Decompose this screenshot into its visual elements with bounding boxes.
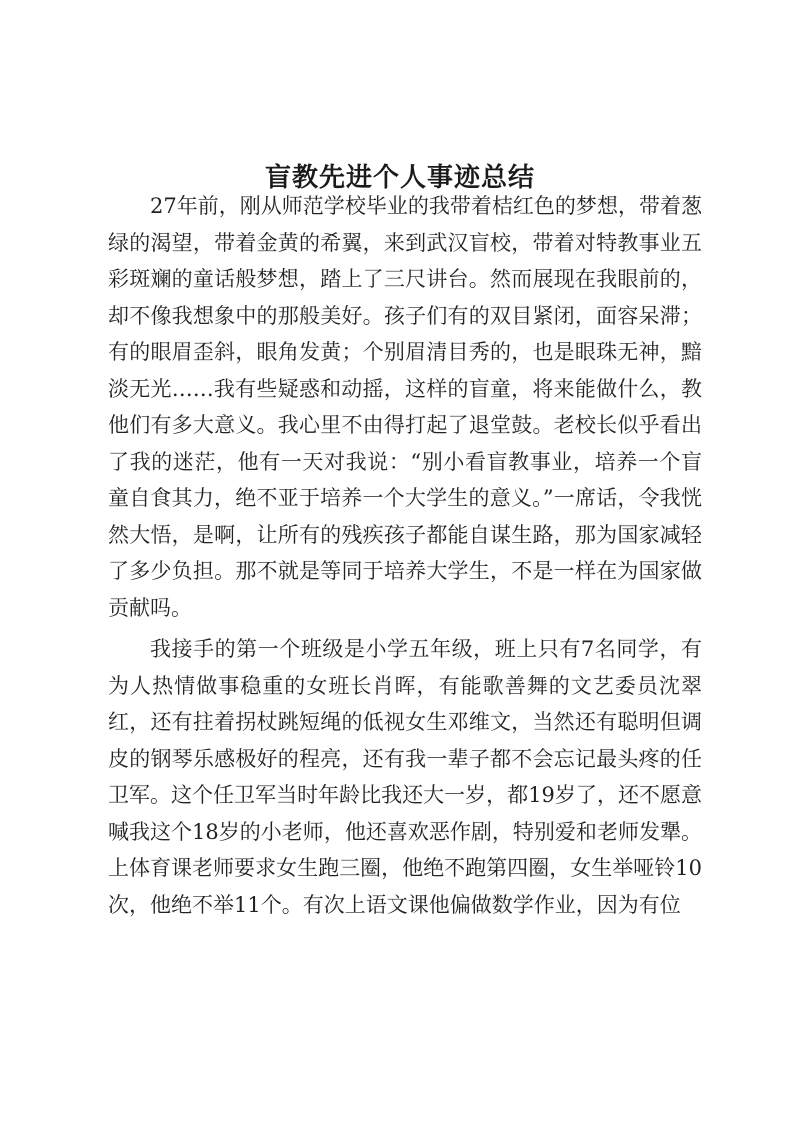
document-title: 盲教先进个人事迹总结 — [264, 163, 535, 194]
document-body — [108, 188, 702, 923]
paragraph-2: 我接手的第一个班级是小学五年级，班上只有7名同学，有为人热情做事稳重的女班长肖晖，有能歌善舞的文艺委员沈翠红，还有拄着拐杖跳短绳的低视女生邓维文，当然还有聪明但调皮的钢琴乐感极好的程亮，还有我一辈子都不会忘记最头疼的任卫军。这个任卫军当时年龄比我还大一岁，都19岁了，还不愿意喊我这个18岁的小老师，他还喜欢恶作剧，特别爱和老师发犟。上体育课老师要求女生跑三圈，他绝不跑第四圈，女生举哑铃10次，他绝不举11个。有次上语文课他偏做数学作业，因为有位 — [108, 637, 702, 917]
paragraph-1: 27年前，刚从师范学校毕业的我带着桔红色的梦想，带着葱绿的渴望，带着金黄的希翼，来到武汉盲校，带着对特教事业五彩斑斓的童话般梦想，踏上了三尺讲台。然而展现在我眼前的，却不像我想象中的那般美好。孩子们有的双目紧闭，面容呆滞；有的眼眉歪斜，眼角发黄；个别眉清目秀的，也是眼珠无神，黯淡无光……我有些疑惑和动摇，这样的盲童，将来能做什么，教他们有多大意义。我心里不由得打起了退堂鼓。老校长似乎看出了我的迷茫，他有一天对我说：“别小看盲教事业，培养一个盲童自食其力，绝不亚于培养一个大学生的意义。”一席话，令我恍然大悟，是啊，让所有的残疾孩子都能自谋生路，那为国家减轻了多少负担。那不就是等同于培养大学生，不是一样在为国家做贡献吗。 — [108, 194, 702, 620]
